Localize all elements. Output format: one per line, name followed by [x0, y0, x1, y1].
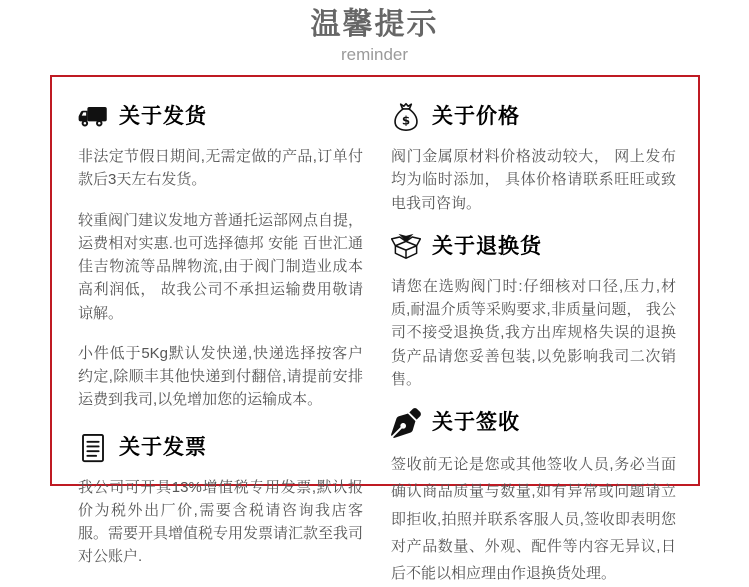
shipping-paragraph: 较重阀门建议发地方普通托运部网点自提，运费相对实惠.也可选择德邦 安能 百世汇通 佳吉物流等品牌物流,由于阀门制造业成本高利润低， 故我公司不承担运输费用敬请谅解。 [78, 211, 364, 322]
page-header [0, 0, 749, 65]
section-returns [391, 232, 676, 391]
signing-paragraph: 签收前无论是您或其他签收人员,务必当面确认商品质量与数量,如有异常或问题请立即拒收,拍照并联系客服人员,签收即表明您对产品数量、外观、配件等内容无异议,日后不能以相应理由作退换货处理。 [391, 456, 676, 583]
pen-nib-icon [391, 408, 421, 438]
left-column [78, 102, 364, 566]
shipping-paragraph: 小件低于5Kg默认发快递,快递选择按客户约定,除顺丰其他快递到付翻倍,请提前安排运费到我司,以免增加您的运输成本。 [78, 344, 363, 409]
reminder-panel [50, 75, 700, 583]
invoice-paragraph: 我公司可开具13%增值税专用发票,默认报价为税外出厂价,需要含税请咨询我店客服。需要开具增值税专用发票请汇款至我司对公账户. [78, 478, 364, 566]
section-shipping-heading [78, 102, 363, 132]
section-returns-heading [391, 232, 676, 262]
section-invoice-heading [78, 433, 363, 463]
money-bag-icon [391, 102, 421, 132]
section-price-heading [391, 102, 676, 132]
section-shipping-title: 关于发货 [119, 105, 207, 129]
section-signing-title: 关于签收 [432, 411, 520, 435]
page-subtitle: reminder [340, 44, 409, 64]
shipping-paragraph: 非法定节假日期间,无需定做的产品,订单付款后3天左右发货。 [78, 148, 363, 189]
section-signing-heading [391, 408, 676, 438]
section-price [391, 102, 676, 215]
section-signing [391, 408, 676, 587]
section-shipping [78, 102, 363, 412]
price-paragraph: 阀门金属原材料价格波动较大， 网上发布均为临时添加， 具体价格请联系旺旺或致电我司咨询。 [391, 148, 676, 212]
svg-text:$: $ [401, 113, 411, 128]
section-returns-title: 关于退换货 [432, 235, 542, 259]
truck-icon [78, 102, 108, 132]
page-title: 温馨提示 [310, 8, 439, 41]
open-box-icon [391, 232, 421, 262]
right-column [391, 102, 676, 583]
section-invoice [78, 433, 363, 569]
section-price-title: 关于价格 [432, 105, 520, 129]
section-invoice-title: 关于发票 [119, 435, 207, 459]
invoice-icon [78, 433, 108, 463]
returns-paragraph: 请您在选购阀门时:仔细核对口径,压力,材质,耐温介质等采购要求,非质量问题， 我公司不接受退换货,我方出库规格失误的退换货产品请您妥善包装,以免影响我司二次销售。 [391, 277, 676, 388]
